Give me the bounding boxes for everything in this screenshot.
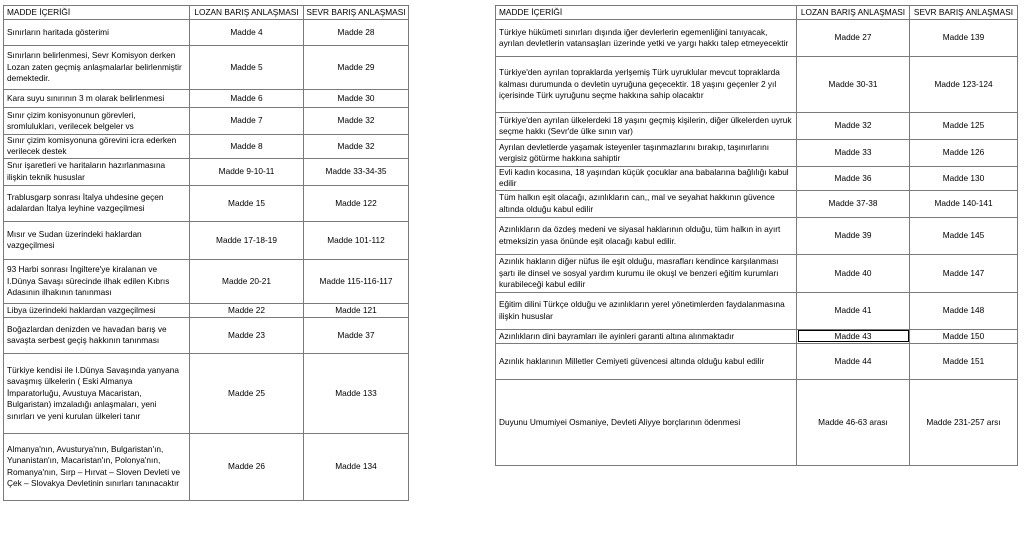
cell-content[interactable]: Duyunu Umumiyei Osmaniye, Devleti Aliyye borçlarının ödenmesi [496, 379, 797, 465]
left-header-row [4, 6, 409, 20]
table-row [4, 135, 409, 159]
table-row [4, 20, 409, 46]
cell-sevr-article[interactable]: Madde 123-124 [910, 57, 1018, 113]
cell-lozan-article[interactable]: Madde 33 [797, 140, 910, 167]
table-row [4, 317, 409, 353]
cell-content[interactable]: Almanya'nın, Avusturya'nın, Bulgaristan'ın, Yunanistan'ın, Macaristan'ın, Polonya'nın, Romanya'nın, Sırp – Hırvat – Sloven Devleti ve Çek – Slovakya Devletinin sınırları tanınacaktır [4, 433, 190, 500]
cell-lozan-article[interactable]: Madde 4 [190, 20, 304, 46]
table-row [496, 140, 1018, 167]
cell-sevr-article[interactable]: Madde 30 [304, 90, 409, 108]
cell-sevr-article[interactable]: Madde 133 [304, 353, 409, 433]
table-row [4, 108, 409, 135]
cell-lozan-article[interactable]: Madde 7 [190, 108, 304, 135]
cell-sevr-article[interactable]: Madde 29 [304, 46, 409, 90]
cell-sevr-article[interactable]: Madde 140-141 [910, 190, 1018, 217]
header-content[interactable]: MADDE İÇERİĞİ [496, 6, 797, 20]
table-row [496, 217, 1018, 254]
table-row [496, 292, 1018, 329]
cell-content[interactable]: Türkiye'den ayrılan ülkelerdeki 18 yaşını geçmiş kişilerin, diğer ülkelerden uyruk seçme hakkı (Sevr'de ülke sının var) [496, 113, 797, 140]
cell-sevr-article[interactable]: Madde 37 [304, 317, 409, 353]
cell-content[interactable]: Ayrılan devletlerde yaşamak isteyenler taşınmazlarını bırakıp, taşınırlarını vergisiz götürme hakkına sahiptir [496, 140, 797, 167]
cell-content[interactable]: Kara suyu sınırının 3 m olarak belirlenmesi [4, 90, 190, 108]
cell-lozan-article[interactable]: Madde 41 [797, 292, 910, 329]
table-row [496, 343, 1018, 379]
cell-lozan-article[interactable]: Madde 43 [797, 329, 910, 343]
table-row [496, 20, 1018, 57]
cell-sevr-article[interactable]: Madde 33-34-35 [304, 158, 409, 185]
cell-sevr-article[interactable]: Madde 122 [304, 185, 409, 221]
cell-sevr-article[interactable]: Madde 150 [910, 329, 1018, 343]
cell-content[interactable]: Türkiye hükümeti sınırları dışında iğer devlerlerin egemenliğini tanıyacak, ayrılan devletlerin vatansaşları üzerinde yetki ve yargı hakkı talep etmeyecektir [496, 20, 797, 57]
cell-content[interactable]: Türkiye kendisi ile I.Dünya Savaşında yanyana savaşmış ülkelerin ( Eski Almanya İmparatorluğu, Avustuya Macaristan, Bulgaristan) imzaladığı anlaşmaları, yeni sınırları ve yeni kurulan ülkeleri tanır [4, 353, 190, 433]
table-row [4, 90, 409, 108]
table-row [496, 167, 1018, 191]
table-row [496, 329, 1018, 343]
cell-content[interactable]: Sınır çizim konisyonunun görevleri, sromlulukları, verilecek belgeler vs [4, 108, 190, 135]
cell-sevr-article[interactable]: Madde 32 [304, 108, 409, 135]
cell-content[interactable]: Boğazlardan denizden ve havadan barış ve savaşta serbest geçiş hakkının tanınması [4, 317, 190, 353]
cell-lozan-article[interactable]: Madde 17-18-19 [190, 221, 304, 259]
cell-lozan-article[interactable]: Madde 23 [190, 317, 304, 353]
header-sevr[interactable]: SEVR BARIŞ ANLAŞMASI [910, 6, 1018, 20]
table-row [4, 433, 409, 500]
right-header-row [496, 6, 1018, 20]
header-content[interactable]: MADDE İÇERİĞİ [4, 6, 190, 20]
cell-content[interactable]: Evli kadın kocasına, 18 yaşından küçük çocuklar ana babalarına bağlılığı kabul edilir [496, 167, 797, 191]
table-row [4, 221, 409, 259]
cell-lozan-article[interactable]: Madde 37-38 [797, 190, 910, 217]
cell-sevr-article[interactable]: Madde 134 [304, 433, 409, 500]
cell-content[interactable]: Eğitim dilini Türkçe olduğu ve azınlıkların yerel yönetimlerden faydalanmasına ilişkin hususlar [496, 292, 797, 329]
cell-lozan-article[interactable]: Madde 30-31 [797, 57, 910, 113]
cell-content[interactable]: Snır işaretleri ve haritaların hazırlanmasına ilişkin teknik hususlar [4, 158, 190, 185]
left-comparison-table [3, 5, 409, 501]
cell-lozan-article[interactable]: Madde 46-63 arası [797, 379, 910, 465]
cell-lozan-article[interactable]: Madde 22 [190, 303, 304, 317]
cell-lozan-article[interactable]: Madde 39 [797, 217, 910, 254]
cell-content[interactable]: Azınlıkların dini bayramları ile ayinleri garanti altına alınmaktadır [496, 329, 797, 343]
cell-lozan-article[interactable]: Madde 8 [190, 135, 304, 159]
cell-sevr-article[interactable]: Madde 101-112 [304, 221, 409, 259]
table-row [496, 254, 1018, 292]
cell-content[interactable]: Türkiye'den ayrılan topraklarda yerlşemiş Türk uyruklular mevcut topraklarda kalması durumunda o devletin uyruğuna geçecektir. 18 yaşını geçenler 2 yıl içerisinde Türk uyruğunu seçme hakkına sahip olacaktır [496, 57, 797, 113]
cell-content[interactable]: Mısır ve Sudan üzerindeki haklardan vazgeçilmesi [4, 221, 190, 259]
cell-content[interactable]: Tüm halkın eşit olacağı, azınlıkların can,, mal ve seyahat hakkının güvence altında olduğu kabul edilir [496, 190, 797, 217]
cell-content[interactable]: 93 Harbi sonrası İngiltere'ye kiralanan ve I.Dünya Savaşı sürecinde ilhak edilen Kıbrıs Adasının ilhakının tanınması [4, 259, 190, 303]
cell-content[interactable]: Azınlık haklarının Milletler Cemiyeti güvencesi altında olduğu kabul edilir [496, 343, 797, 379]
cell-lozan-article[interactable]: Madde 27 [797, 20, 910, 57]
cell-content[interactable]: Sınırların belirlenmesi, Sevr Komisyon derken Lozan zaten geçmiş anlaşmalarlar belirlenmiştir demektedir. [4, 46, 190, 90]
cell-content[interactable]: Azınlıkların da özdeş medeni ve siyasal haklarının olduğu, tüm halkın in ayırt etmeksizin yasa önünde eşit olacağı kabul edilir. [496, 217, 797, 254]
header-lozan[interactable]: LOZAN BARIŞ ANLAŞMASI [797, 6, 910, 20]
cell-content[interactable]: Libya üzerindeki haklardan vazgeçilmesi [4, 303, 190, 317]
cell-lozan-article[interactable]: Madde 32 [797, 113, 910, 140]
table-row [4, 259, 409, 303]
table-row [496, 113, 1018, 140]
cell-sevr-article[interactable]: Madde 125 [910, 113, 1018, 140]
cell-content[interactable]: Trablusgarp sonrası İtalya uhdesine geçen adalardan İtalya leyhine vazgeçilmesi [4, 185, 190, 221]
cell-lozan-article[interactable]: Madde 44 [797, 343, 910, 379]
cell-content[interactable]: Azınlık hakların diğer nüfus ile eşit olduğu, masrafları kendince karşılanması şartı ile dinsel ve sosyal yardım kurumu ile okuşl ve benzeri eğitim kurumları kurabileceği kabul edilir [496, 254, 797, 292]
cell-lozan-article[interactable]: Madde 40 [797, 254, 910, 292]
cell-lozan-article[interactable]: Madde 9-10-11 [190, 158, 304, 185]
cell-sevr-article[interactable]: Madde 148 [910, 292, 1018, 329]
cell-lozan-article[interactable]: Madde 25 [190, 353, 304, 433]
table-row [496, 57, 1018, 113]
table-row [496, 379, 1018, 465]
table-row [4, 158, 409, 185]
table-row [4, 303, 409, 317]
cell-sevr-article[interactable]: Madde 151 [910, 343, 1018, 379]
cell-sevr-article[interactable]: Madde 147 [910, 254, 1018, 292]
cell-sevr-article[interactable]: Madde 145 [910, 217, 1018, 254]
table-row [496, 190, 1018, 217]
table-row [4, 185, 409, 221]
right-comparison-table [495, 5, 1018, 466]
cell-lozan-article[interactable]: Madde 36 [797, 167, 910, 191]
cell-sevr-article[interactable]: Madde 139 [910, 20, 1018, 57]
header-lozan[interactable]: LOZAN BARIŞ ANLAŞMASI [190, 6, 304, 20]
cell-lozan-article[interactable]: Madde 5 [190, 46, 304, 90]
cell-content[interactable]: Sınır çizim komisyonuna görevini icra ederken verilecek destek [4, 135, 190, 159]
table-row [4, 46, 409, 90]
cell-sevr-article[interactable]: Madde 121 [304, 303, 409, 317]
cell-sevr-article[interactable]: Madde 32 [304, 135, 409, 159]
table-row [4, 353, 409, 433]
header-sevr[interactable]: SEVR BARIŞ ANLAŞMASI [304, 6, 409, 20]
cell-sevr-article[interactable]: Madde 115-116-117 [304, 259, 409, 303]
cell-lozan-article[interactable]: Madde 6 [190, 90, 304, 108]
cell-sevr-article[interactable]: Madde 28 [304, 20, 409, 46]
cell-lozan-article[interactable]: Madde 26 [190, 433, 304, 500]
cell-lozan-article[interactable]: Madde 15 [190, 185, 304, 221]
cell-sevr-article[interactable]: Madde 130 [910, 167, 1018, 191]
cell-content[interactable]: Sınırların haritada gösterimi [4, 20, 190, 46]
cell-sevr-article[interactable]: Madde 231-257 arsı [910, 379, 1018, 465]
cell-lozan-article[interactable]: Madde 20-21 [190, 259, 304, 303]
cell-sevr-article[interactable]: Madde 126 [910, 140, 1018, 167]
